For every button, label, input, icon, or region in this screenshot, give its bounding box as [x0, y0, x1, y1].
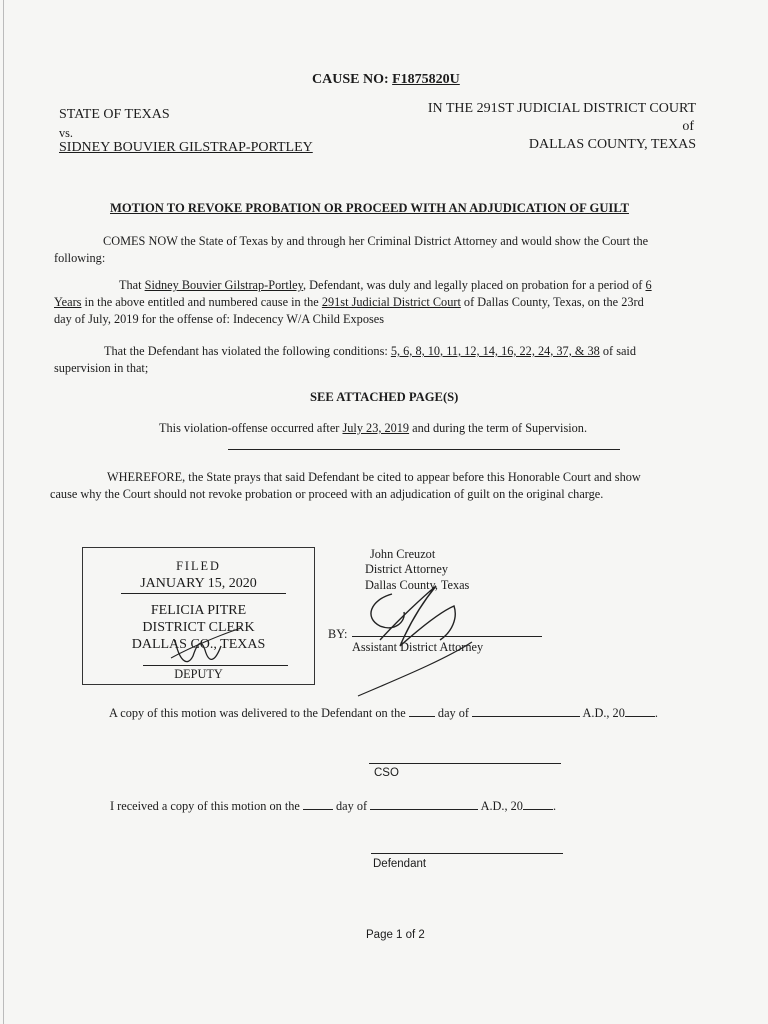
violation-date: July 23, 2019 [342, 421, 410, 435]
receipt-year-blank[interactable] [523, 797, 553, 810]
court-line-2: of [682, 119, 694, 134]
violations-line-1 [54, 343, 636, 360]
probation-line-3: day of July, 2019 for the offense of: Indecency W/A Child Exposes [54, 312, 385, 326]
violations-text-b: of said [599, 344, 636, 358]
paragraph-wherefore [50, 469, 641, 503]
violation-rule [228, 449, 620, 450]
delivery-text: A copy of this motion was delivered to the Defendant on the [109, 706, 406, 720]
violated-conditions: 5, 6, 8, 10, 11, 12, 14, 16, 22, 24, 37, & 38 [390, 344, 600, 358]
clerk-location: DALLAS CO., TEXAS [131, 637, 266, 652]
probation-defendant-name: Sidney Bouvier Gilstrap-Portley [144, 278, 303, 292]
cause-label: CAUSE NO: [312, 72, 389, 87]
see-attached-heading: SEE ATTACHED PAGE(S) [310, 390, 459, 404]
paragraph-probation [54, 277, 652, 328]
cause-number-line [312, 72, 460, 88]
violation-text-b: and during the term of Supervision. [409, 421, 588, 435]
probation-line-1 [54, 277, 652, 294]
comes-now-line-2: following: [54, 251, 106, 265]
attorney-title: District Attorney [365, 562, 448, 576]
wherefore-line-2: cause why the Court should not revoke probation or proceed with an adjudication of guilt on the original charge. [50, 487, 604, 501]
filed-label: FILED [176, 559, 221, 573]
attorney-signature-graphic [340, 578, 540, 708]
paragraph-violations [54, 343, 636, 377]
paragraph-comes-now [54, 233, 648, 267]
probation-text-d: of Dallas County, Texas, on the 23rd [460, 295, 644, 309]
probation-period-number: 6 [645, 278, 652, 292]
assistant-label: Assistant District Attorney [352, 640, 484, 654]
cso-signature-rule[interactable] [369, 763, 561, 764]
by-label: BY: [328, 627, 348, 641]
probation-text-b: , Defendant, was duly and legally placed on probation for a period of [302, 278, 646, 292]
deputy-signature-graphic [83, 548, 314, 684]
clerk-name: FELICIA PITRE [150, 603, 247, 618]
page-number: Page 1 of 2 [366, 929, 425, 941]
receipt-line: I received a copy of this motion on the day of A.D., 20 . [110, 799, 557, 813]
filed-date: JANUARY 15, 2020 [140, 576, 257, 591]
receipt-day-blank[interactable] [303, 797, 333, 810]
probation-period-unit: Years [54, 295, 82, 309]
defendant-signature-rule[interactable] [371, 853, 563, 854]
clerk-title: DISTRICT CLERK [142, 620, 255, 635]
delivery-ad: A.D., 20 [582, 706, 625, 720]
probation-court: 291st Judicial District Court [321, 295, 461, 309]
delivery-line: A copy of this motion was delivered to the Defendant on the day of A.D., 20 . [109, 706, 658, 720]
cause-number: F1875820U [392, 72, 460, 87]
violation-date-line [159, 421, 587, 436]
receipt-text: I received a copy of this motion on the [110, 799, 300, 813]
probation-line-2 [54, 294, 652, 311]
receipt-day-of: day of [336, 799, 368, 813]
delivery-month-blank[interactable] [472, 704, 580, 717]
probation-text-a: That [119, 278, 145, 292]
delivery-day-blank[interactable] [409, 704, 435, 717]
vs-label: vs. [59, 126, 74, 140]
attorney-county: Dallas County, Texas [365, 578, 470, 592]
court-line-3: DALLAS COUNTY, TEXAS [528, 137, 696, 152]
wherefore-line-1: WHEREFORE, the State prays that said Defendant be cited to appear before this Honorable Court and show [107, 470, 641, 484]
defendant-label: Defendant [373, 858, 427, 870]
receipt-month-blank[interactable] [370, 797, 478, 810]
cso-label: CSO [374, 767, 399, 779]
motion-title: MOTION TO REVOKE PROBATION OR PROCEED WITH AN ADJUDICATION OF GUILT [110, 201, 629, 215]
defendant-caption-name: SIDNEY BOUVIER GILSTRAP-PORTLEY [59, 140, 313, 155]
scan-left-edge [3, 0, 4, 1024]
filed-stamp [82, 547, 315, 685]
state-label: STATE OF TEXAS [59, 107, 170, 122]
deputy-label: DEPUTY [174, 667, 223, 681]
receipt-ad: A.D., 20 [480, 799, 523, 813]
delivery-day-of: day of [437, 706, 469, 720]
court-line-1: IN THE 291ST JUDICIAL DISTRICT COURT [427, 101, 696, 116]
violations-line-2: supervision in that; [54, 361, 149, 375]
probation-text-c: in the above entitled and numbered cause in the [81, 295, 322, 309]
attorney-name: John Creuzot [370, 547, 436, 561]
violations-text-a: That the Defendant has violated the following conditions: [104, 344, 391, 358]
comes-now-line-1: COMES NOW the State of Texas by and through her Criminal District Attorney and would show the Court the [103, 234, 649, 248]
delivery-year-blank[interactable] [625, 704, 655, 717]
violation-text-a: This violation-offense occurred after [159, 421, 343, 435]
